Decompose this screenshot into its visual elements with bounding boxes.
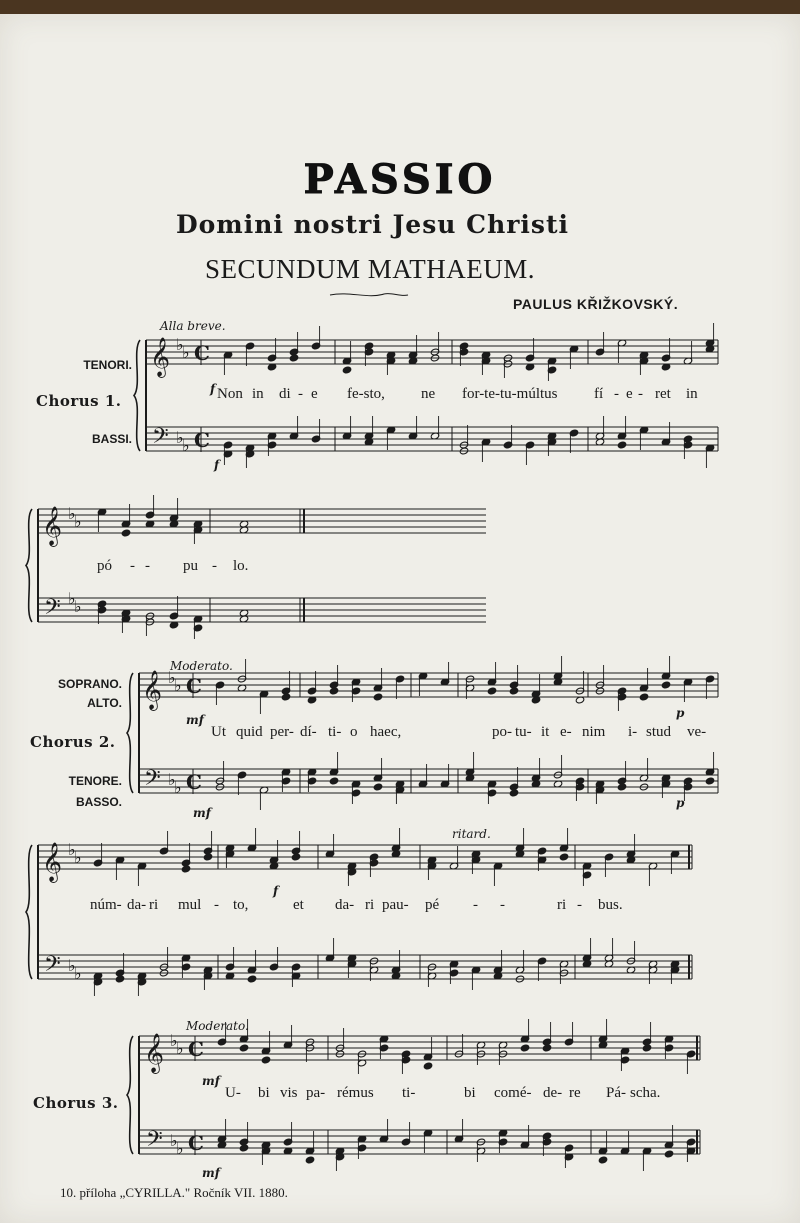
notehead (639, 693, 648, 701)
flat-sign: ♭ (176, 428, 184, 447)
book-edge (0, 0, 800, 14)
lyric: ti- (402, 1085, 416, 1101)
lyric: - (614, 386, 619, 402)
dynamic-mark: f (210, 382, 216, 396)
page-title: PASSIO (303, 156, 497, 203)
lyric: Ut (211, 724, 226, 740)
flat-sign: ♭ (170, 1131, 178, 1150)
notehead (329, 687, 338, 695)
notehead (203, 853, 212, 861)
notehead (509, 687, 518, 695)
notehead (509, 789, 518, 797)
page-subtitle-secondary: SECUNDUM MATHAEUM. (204, 254, 536, 284)
notehead (342, 366, 351, 374)
lyric: - (500, 897, 505, 913)
time-signature: C (194, 428, 210, 452)
time-signature: C (186, 674, 202, 698)
notehead (239, 1044, 248, 1052)
notehead (542, 1044, 551, 1052)
lyric: pau- (382, 897, 409, 913)
time-signature: C (186, 770, 202, 794)
lyric: pó (97, 558, 112, 574)
composer-name: PAULUS KŘIŽKOVSKÝ. (513, 296, 679, 312)
flat-sign: ♭ (68, 589, 76, 608)
notehead (617, 783, 626, 791)
treble-clef: 𝄞 (144, 1033, 165, 1073)
system-brace (127, 673, 133, 793)
tempo-marking: Moderato. (170, 659, 233, 673)
lyric: stud (646, 724, 672, 740)
notehead (423, 1062, 432, 1070)
lyric: per- (270, 724, 294, 740)
bass-clef: 𝄢 (152, 424, 169, 454)
chorus-label: Chorus 3. (33, 1094, 119, 1112)
notehead (559, 853, 568, 861)
notehead (181, 865, 190, 873)
lyric: rémus (337, 1085, 374, 1101)
lyric: de- (543, 1085, 563, 1101)
lyric: e (311, 386, 318, 402)
notehead (664, 1150, 673, 1158)
lyric: - (145, 558, 150, 574)
flat-sign: ♭ (182, 343, 190, 362)
dynamic-mark: p (676, 796, 685, 810)
lyric: ti- (328, 724, 342, 740)
lyric: ve- (687, 724, 707, 740)
lyric: nim (582, 724, 606, 740)
flat-sign: ♭ (68, 840, 76, 859)
lyric: - (214, 897, 219, 913)
treble-clef: 𝄞 (150, 337, 171, 377)
lyric: mul (178, 897, 202, 913)
lyric: lo. (233, 558, 249, 574)
time-signature: C (188, 1131, 204, 1155)
treble-clef: 𝄞 (142, 670, 163, 710)
dynamic-mark: mf (202, 1074, 220, 1088)
dynamic-mark: p (676, 706, 685, 720)
notehead (281, 693, 290, 701)
flat-sign: ♭ (176, 1139, 184, 1158)
lyric: bi (464, 1085, 476, 1101)
notehead (617, 441, 626, 449)
lyric: po- (492, 724, 512, 740)
lyric: U- (225, 1085, 241, 1101)
lyric: vis (280, 1085, 298, 1101)
notehead (121, 529, 130, 537)
flat-sign: ♭ (74, 848, 82, 867)
lyric: re (569, 1085, 581, 1101)
lyric: to, (233, 897, 249, 913)
notehead (705, 777, 714, 785)
flat-sign: ♭ (176, 335, 184, 354)
lyric: - (473, 897, 478, 913)
flat-sign: ♭ (168, 668, 176, 687)
flat-sign: ♭ (74, 512, 82, 531)
notehead (661, 681, 670, 689)
bass-clef: 𝄢 (144, 766, 161, 796)
notehead (291, 853, 300, 861)
dynamic-mark: mf (186, 713, 204, 727)
flat-sign: ♭ (68, 504, 76, 523)
lyric: ne (421, 386, 436, 402)
tempo-marking: ritard. (452, 827, 491, 841)
lyric: fí (594, 386, 604, 402)
page-footer: 10. příloha „CYRILLA." Ročník VII. 1880. (60, 1185, 288, 1200)
lyric: di (279, 386, 291, 402)
notehead (373, 693, 382, 701)
title-ornament (330, 294, 408, 296)
lyric: ri (557, 897, 567, 913)
notehead (115, 975, 124, 983)
system-brace (26, 509, 32, 622)
bass-clef: 𝄢 (146, 1127, 163, 1157)
lyric: ri (149, 897, 159, 913)
system-brace (26, 845, 32, 979)
lyric: da- (335, 897, 355, 913)
flat-sign: ♭ (176, 1039, 184, 1058)
tempo-marking: Moderato. (186, 1019, 249, 1033)
lyric: haec, (370, 724, 402, 740)
flat-sign: ♭ (68, 956, 76, 975)
notehead (373, 783, 382, 791)
lyric: - (130, 558, 135, 574)
lyric: i- (628, 724, 638, 740)
lyric: - (638, 386, 643, 402)
time-signature: C (188, 1037, 204, 1061)
lyric: pa- (306, 1085, 326, 1101)
lyric: pé (425, 897, 440, 913)
lyric: ri (365, 897, 375, 913)
lyric: Pá- (606, 1085, 626, 1101)
lyric: comé- (494, 1085, 532, 1101)
lyric: e (626, 386, 633, 402)
notehead (261, 1056, 270, 1064)
flat-sign: ♭ (74, 964, 82, 983)
voice-label-alto: ALTO. (87, 696, 122, 710)
lyric: e- (560, 724, 572, 740)
lyric: da- (127, 897, 147, 913)
lyric: - (577, 897, 582, 913)
notehead (598, 1156, 607, 1164)
notehead (520, 1044, 529, 1052)
lyric: o (350, 724, 358, 740)
lyric: - (298, 386, 303, 402)
lyric: - (212, 558, 217, 574)
dynamic-mark: f (273, 884, 279, 898)
tempo-marking: Alla breve. (160, 319, 226, 333)
notehead (289, 354, 298, 362)
lyric: scha. (630, 1085, 661, 1101)
system-brace (127, 1036, 133, 1154)
notehead (305, 1156, 314, 1164)
voice-label-soprano: SOPRANO. (57, 677, 122, 691)
page-subtitle: Domini nostri Jesu Christi (175, 210, 570, 239)
lyric: bi (258, 1085, 270, 1101)
system-brace (134, 340, 140, 451)
dynamic-mark: mf (193, 806, 211, 820)
lyric: quid (236, 724, 263, 740)
voice-label-bassi: BASSI. (91, 432, 132, 446)
voice-label-tenore: TENORE. (68, 774, 122, 788)
flat-sign: ♭ (168, 770, 176, 789)
notehead (247, 975, 256, 983)
chorus-label: Chorus 2. (30, 733, 116, 751)
flat-sign: ♭ (174, 778, 182, 797)
lyric: et (293, 897, 304, 913)
notehead (239, 1144, 248, 1152)
bass-clef: 𝄢 (44, 952, 61, 982)
voice-label-tenori: TENORI. (83, 358, 132, 372)
lyric: ret (655, 386, 671, 402)
flat-sign: ♭ (174, 676, 182, 695)
lyric: bus. (598, 897, 623, 913)
dynamic-mark: mf (202, 1166, 220, 1180)
voice-label-basso: BASSO. (75, 795, 122, 809)
flat-sign: ♭ (182, 436, 190, 455)
lyric: fe-sto, (347, 386, 385, 402)
bass-clef: 𝄢 (44, 595, 61, 625)
lyric: Non (217, 386, 243, 402)
lyric: dí- (300, 724, 317, 740)
lyric: núm- (90, 897, 122, 913)
lyric: in (252, 386, 264, 402)
chorus-label: Chorus 1. (36, 392, 122, 410)
lyric: in (686, 386, 698, 402)
notehead (329, 777, 338, 785)
lyric: tu- (515, 724, 532, 740)
notehead (642, 1044, 651, 1052)
dynamic-mark: f (214, 458, 220, 472)
lyric: it (541, 724, 550, 740)
notehead (487, 687, 496, 695)
treble-clef: 𝄞 (42, 506, 63, 546)
lyric: pu (183, 558, 198, 574)
time-signature: C (194, 341, 210, 365)
flat-sign: ♭ (74, 597, 82, 616)
lyric: for-te-tu-múltus (462, 386, 558, 402)
treble-clef: 𝄞 (42, 842, 63, 882)
flat-sign: ♭ (170, 1031, 178, 1050)
